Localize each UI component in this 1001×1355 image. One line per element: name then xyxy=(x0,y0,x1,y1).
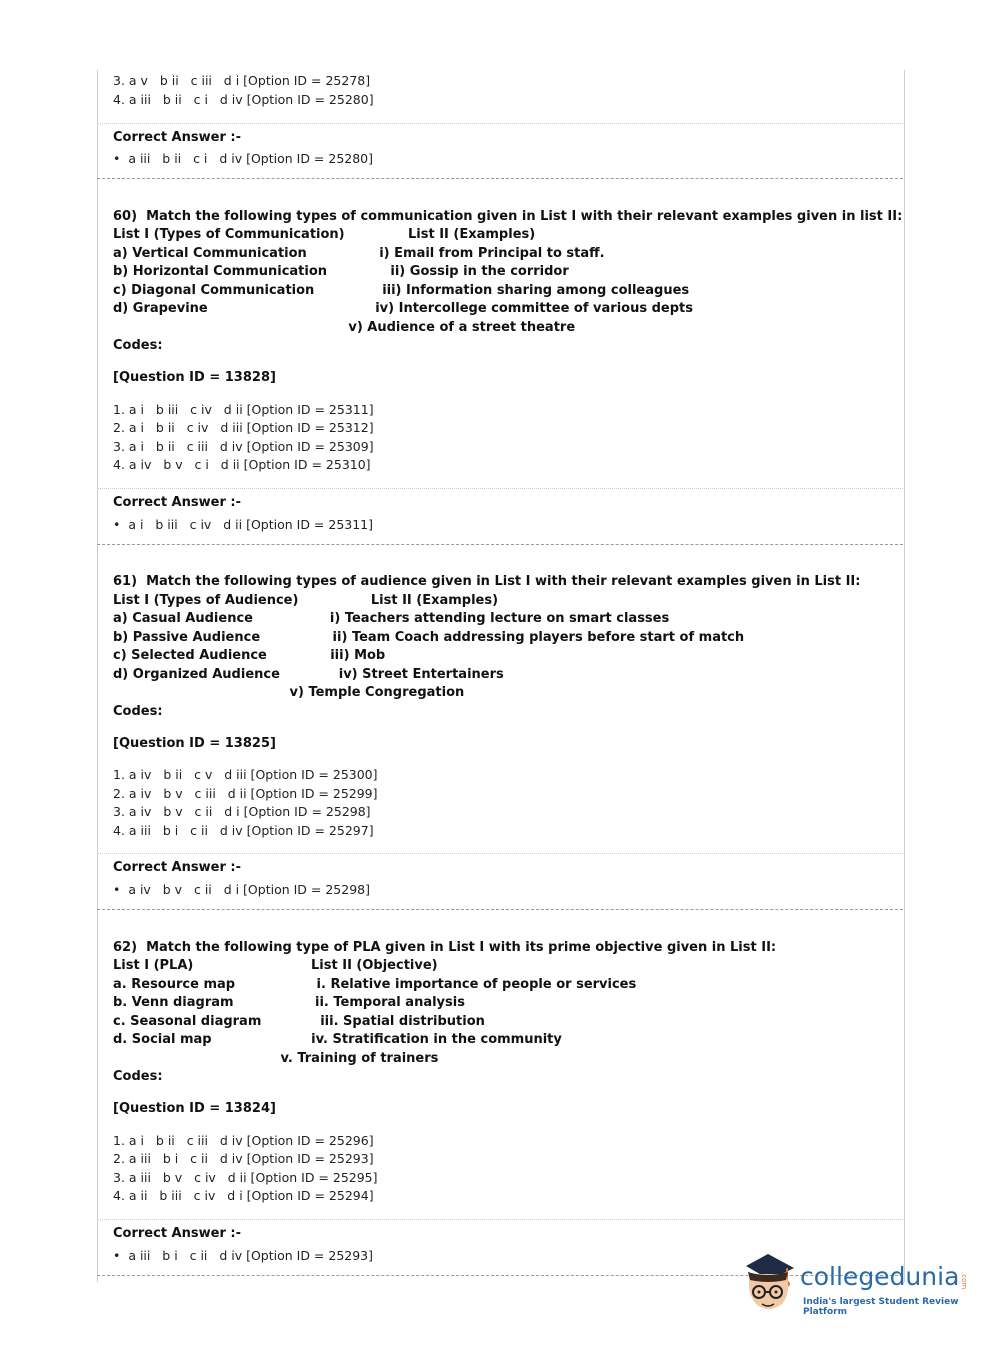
q62-list-row: v. Training of trainers xyxy=(113,1051,439,1066)
question-separator xyxy=(97,178,903,179)
q60-list-row: a) Vertical Communication i) Email from Principal to staff. xyxy=(113,246,605,261)
correct-answer-label: Correct Answer :- xyxy=(113,1226,241,1241)
q62-question-id: [Question ID = 13824] xyxy=(113,1101,276,1116)
q60-option-1: 1. a i b iii c iv d ii [Option ID = 25311] xyxy=(113,402,374,417)
q60-option-3: 3. a i b ii c iii d iv [Option ID = 25309] xyxy=(113,439,374,454)
correct-answer-label: Correct Answer :- xyxy=(113,130,241,145)
correct-answer: • a iii b ii c i d iv [Option ID = 25280] xyxy=(113,151,374,166)
q62-list-header: List I (PLA) List II (Objective) xyxy=(113,958,438,973)
q62-option-3: 3. a iii b v c iv d ii [Option ID = 25295] xyxy=(113,1170,378,1185)
q59-option-3: 3. a v b ii c iii d i [Option ID = 25278] xyxy=(113,73,371,88)
q61-list-row: b) Passive Audience ii) Team Coach addressing players before start of match xyxy=(113,630,745,645)
q61-list-header: List I (Types of Audience) List II (Examples) xyxy=(113,593,499,608)
q62-option-2: 2. a iii b i c ii d iv [Option ID = 25293] xyxy=(113,1151,374,1166)
q59-option-4: 4. a iii b ii c i d iv [Option ID = 25280] xyxy=(113,92,374,107)
q61-codes-label: Codes: xyxy=(113,704,163,719)
q61-stem: 61) Match the following types of audience given in List I with their relevant examples given in List II: xyxy=(113,574,861,589)
q61-option-1: 1. a iv b ii c v d iii [Option ID = 25300] xyxy=(113,767,378,782)
q62-list-row: a. Resource map i. Relative importance of people or services xyxy=(113,977,637,992)
q60-list-row: v) Audience of a street theatre xyxy=(113,320,576,335)
q60-option-4: 4. a iv b v c i d ii [Option ID = 25310] xyxy=(113,457,371,472)
q60-option-2: 2. a i b ii c iv d iii [Option ID = 25312] xyxy=(113,420,374,435)
correct-answer-label: Correct Answer :- xyxy=(113,860,241,875)
q60-stem: 60) Match the following types of communication given in List I with their relevant examples given in list II: xyxy=(113,209,903,224)
collegedunia-logo-com: .com xyxy=(960,1272,968,1290)
q60-question-id: [Question ID = 13828] xyxy=(113,370,276,385)
divider xyxy=(97,853,903,854)
divider xyxy=(97,488,903,489)
q61-question-id: [Question ID = 13825] xyxy=(113,736,276,751)
q61-list-row: a) Casual Audience i) Teachers attending lecture on smart classes xyxy=(113,611,670,626)
question-separator xyxy=(97,544,903,545)
correct-answer: • a iv b v c ii d i [Option ID = 25298] xyxy=(113,882,370,897)
correct-answer: • a iii b i c ii d iv [Option ID = 25293] xyxy=(113,1248,374,1263)
q60-list-header: List I (Types of Communication) List II (Examples) xyxy=(113,227,536,242)
q62-list-row: d. Social map iv. Stratification in the community xyxy=(113,1032,562,1047)
q60-list-row: b) Horizontal Communication ii) Gossip in the corridor xyxy=(113,264,569,279)
collegedunia-tagline: India's largest Student Review Platform xyxy=(803,1297,959,1317)
q61-list-row: v) Temple Congregation xyxy=(113,685,465,700)
q60-codes-label: Codes: xyxy=(113,338,163,353)
q62-stem: 62) Match the following type of PLA given in List I with its prime objective given in List II: xyxy=(113,940,777,955)
q61-option-4: 4. a iii b i c ii d iv [Option ID = 25297] xyxy=(113,823,374,838)
q61-list-row: c) Selected Audience iii) Mob xyxy=(113,648,386,663)
q61-option-3: 3. a iv b v c ii d i [Option ID = 25298] xyxy=(113,804,371,819)
divider xyxy=(97,1219,903,1220)
q62-list-row: c. Seasonal diagram iii. Spatial distribution xyxy=(113,1014,485,1029)
q61-list-row: d) Organized Audience iv) Street Entertainers xyxy=(113,667,504,682)
q60-list-row: d) Grapevine iv) Intercollege committee of various depts xyxy=(113,301,693,316)
collegedunia-logo-text: collegedunia xyxy=(800,1262,960,1291)
q62-option-1: 1. a i b ii c iii d iv [Option ID = 25296] xyxy=(113,1133,374,1148)
q62-option-4: 4. a ii b iii c iv d i [Option ID = 25294] xyxy=(113,1188,374,1203)
question-separator xyxy=(97,909,903,910)
q60-list-row: c) Diagonal Communication iii) Information sharing among colleagues xyxy=(113,283,690,298)
correct-answer: • a i b iii c iv d ii [Option ID = 25311] xyxy=(113,517,374,532)
q62-list-row: b. Venn diagram ii. Temporal analysis xyxy=(113,995,465,1010)
divider xyxy=(97,123,903,124)
q61-option-2: 2. a iv b v c iii d ii [Option ID = 25299] xyxy=(113,786,378,801)
correct-answer-label: Correct Answer :- xyxy=(113,495,241,510)
q62-codes-label: Codes: xyxy=(113,1069,163,1084)
